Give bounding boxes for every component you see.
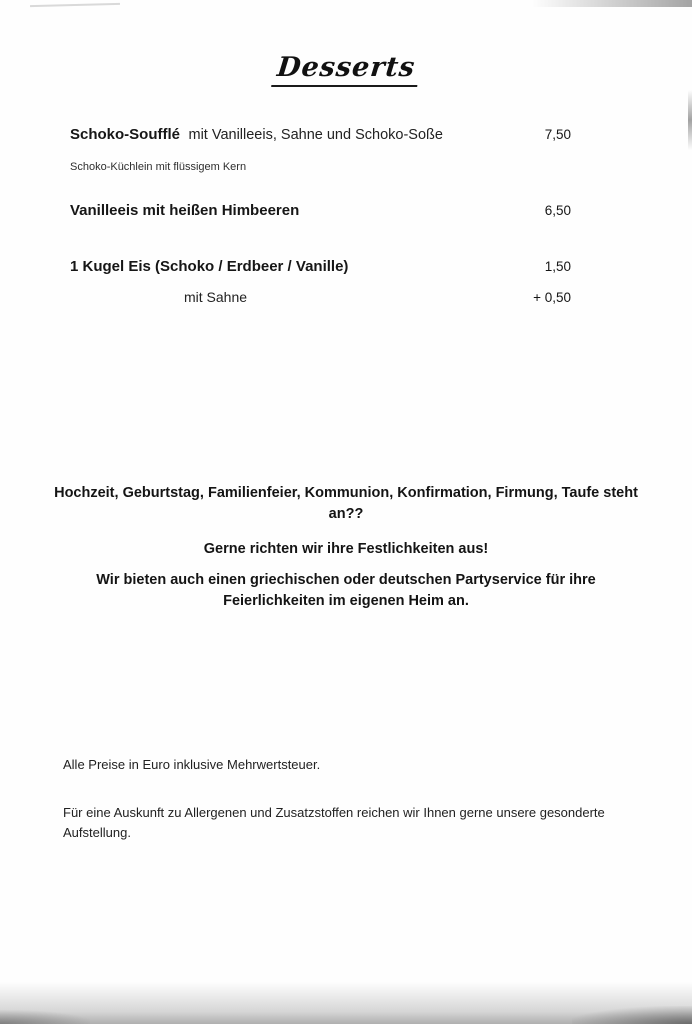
menu-item-sub-name: mit Sahne xyxy=(184,289,248,305)
menu-item-desc: mit Vanilleeis, Sahne und Schoko-Soße xyxy=(188,127,443,143)
menu-item xyxy=(70,202,571,219)
footer-tax-note: Alle Preise in Euro inklusive Mehrwertsteuer. xyxy=(63,757,321,772)
menu-item-note: Schoko-Küchlein mit flüssigem Kern xyxy=(70,161,247,173)
scan-artifact-bottom xyxy=(0,982,692,1024)
scan-artifact-top-right xyxy=(532,0,692,7)
promo-block xyxy=(0,483,692,612)
scan-artifact-right-edge xyxy=(688,90,692,150)
scan-artifact-bottom-left xyxy=(0,1010,90,1024)
menu-item-price: 6,50 xyxy=(544,203,571,218)
promo-line2: Gerne richten wir ihre Festlichkeiten aus! xyxy=(203,541,489,558)
footer xyxy=(63,757,622,843)
promo-line3: Wir bieten auch einen griechischen oder deutschen Partyservice für ihre Feierlichkeiten im eigenen Heim an. xyxy=(96,572,596,610)
menu-item-sub-price: + 0,50 xyxy=(533,290,571,305)
scan-artifact-top-left xyxy=(30,3,120,7)
menu-item xyxy=(70,258,571,275)
menu-item-price: 1,50 xyxy=(544,259,571,274)
menu-item xyxy=(70,126,571,144)
menu-item-sub xyxy=(184,289,571,305)
menu-item-name: Vanilleeis mit heißen Himbeeren xyxy=(70,202,300,219)
menu-item-text xyxy=(70,126,443,144)
footer-allergen-note: Für eine Auskunft zu Allergenen und Zusatzstoffen reichen wir Ihnen gerne unsere gesonderte Aufstellung. xyxy=(63,805,605,841)
menu-item-name: Schoko-Soufflé xyxy=(70,126,181,143)
menu-item-price: 7,50 xyxy=(544,127,571,142)
menu-item-name: 1 Kugel Eis (Schoko / Erdbeer / Vanille) xyxy=(70,258,349,275)
page-title: Desserts xyxy=(271,52,421,87)
page-title-wrap xyxy=(0,52,692,87)
scan-artifact-bottom-right xyxy=(572,1006,692,1024)
promo-heading: Hochzeit, Geburtstag, Familienfeier, Kommunion, Konfirmation, Firmung, Taufe steht an?? xyxy=(54,485,638,523)
